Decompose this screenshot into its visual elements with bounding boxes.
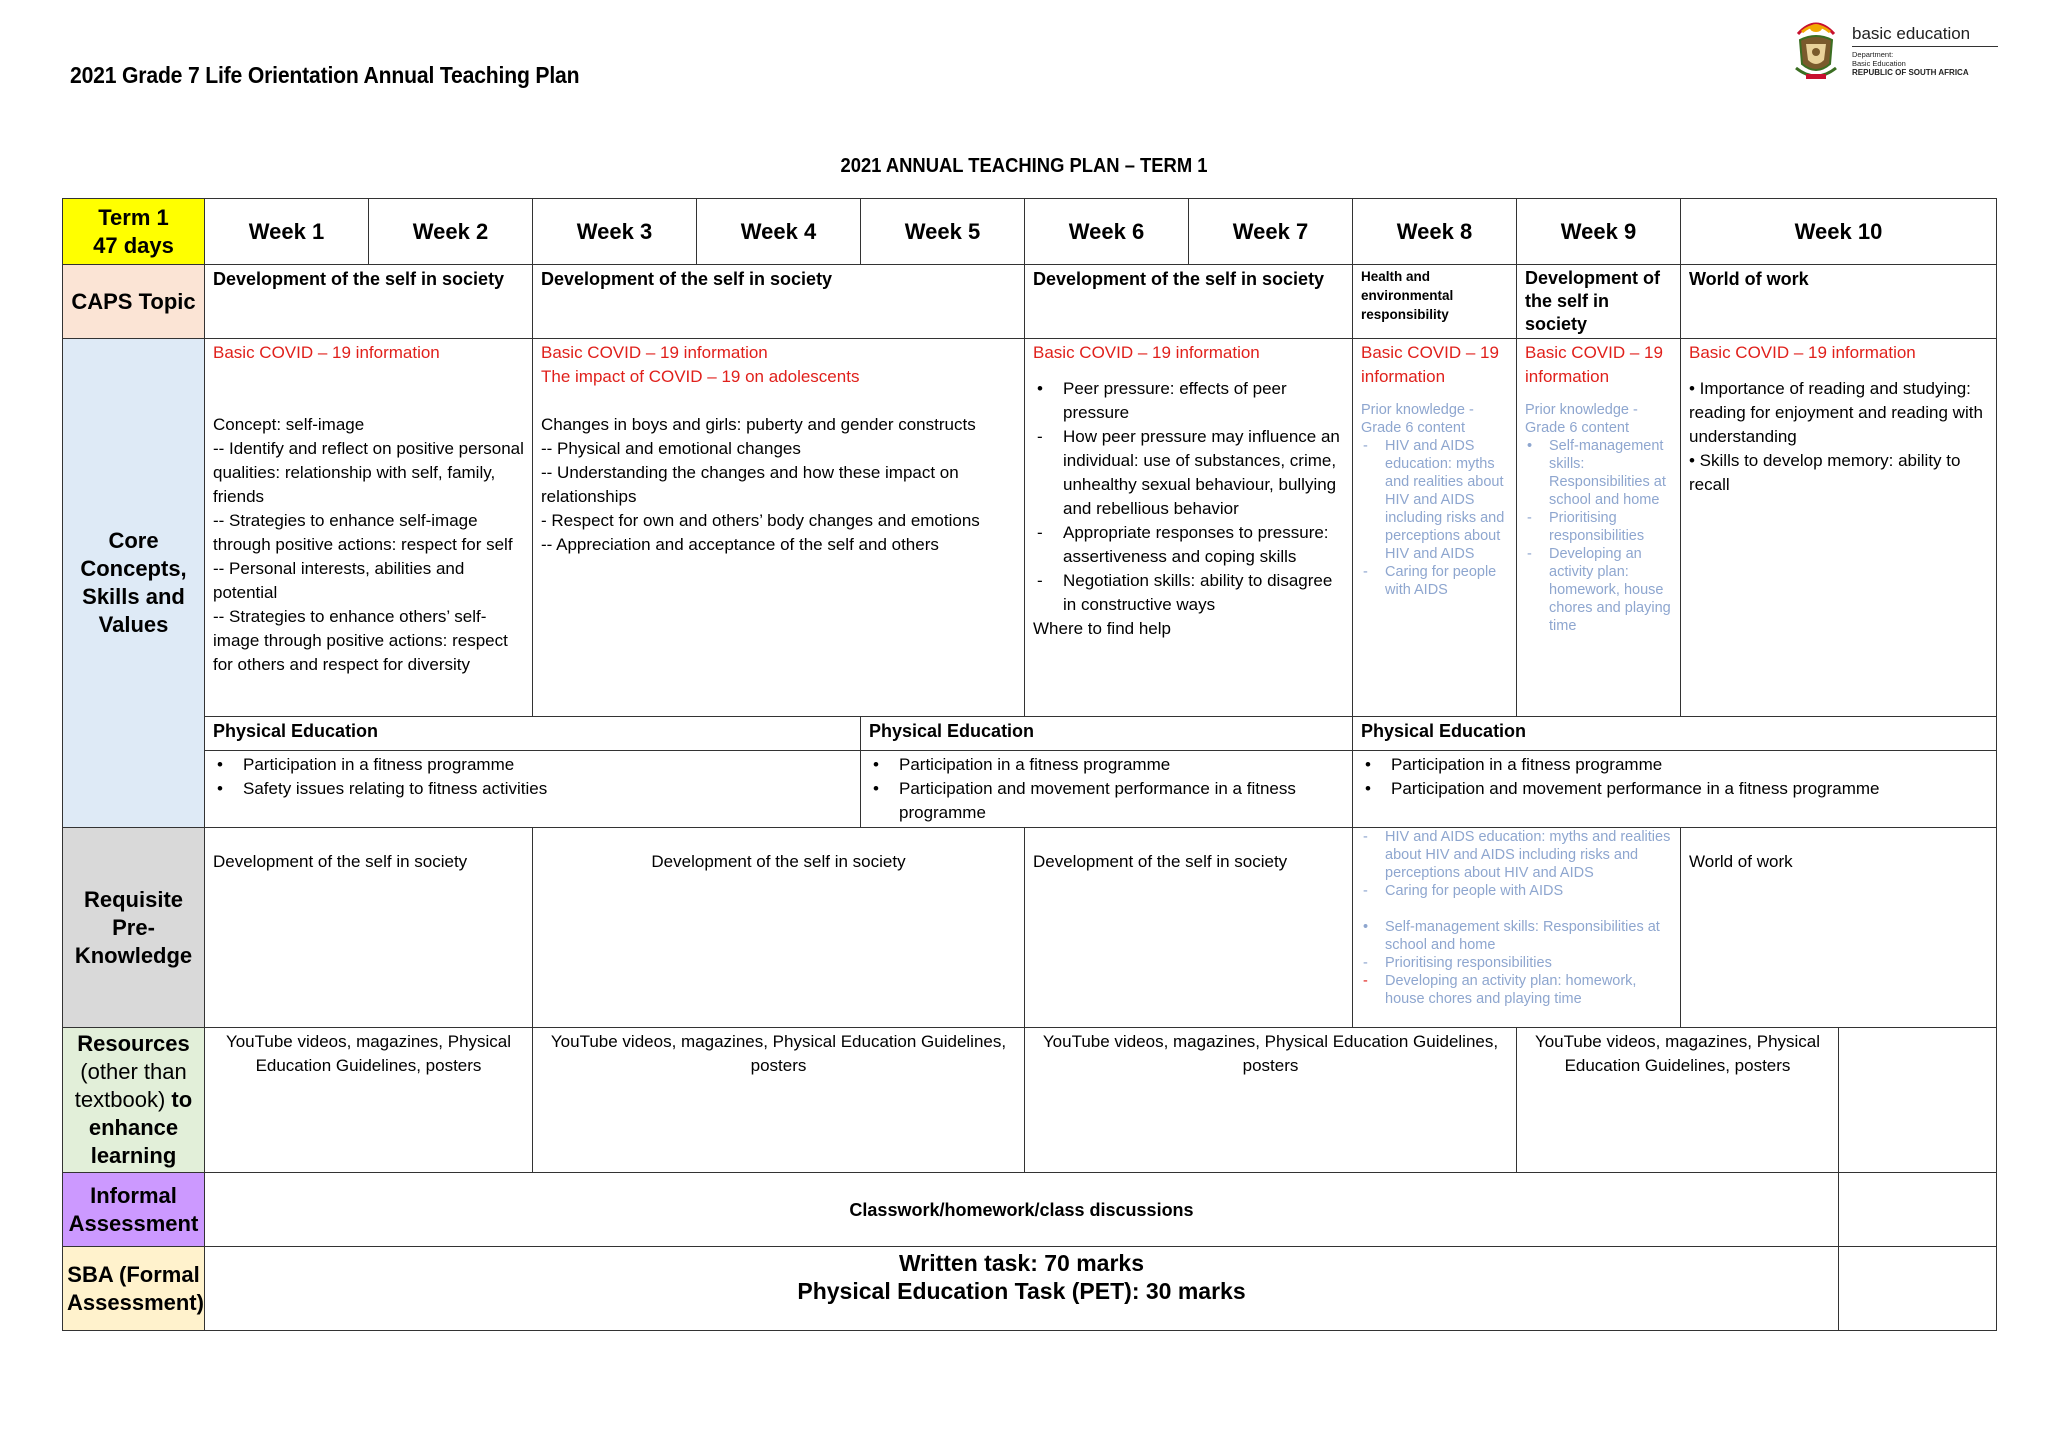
- sba-empty: [1839, 1247, 1997, 1331]
- week-10-header: Week 10: [1681, 199, 1997, 265]
- pe-items-row: [63, 751, 1997, 828]
- core-w9: Basic COVID – 19 information Prior knowledge - Grade 6 content • Self-management skills: Responsibilities at school and home - Prioritising responsibilities - Developing an activity plan: homework, house chores and playing time: [1517, 339, 1681, 717]
- week-6-header: Week 6: [1025, 199, 1189, 265]
- prior-w8-9: [1353, 828, 1681, 1028]
- week-2-header: Week 2: [369, 199, 533, 265]
- coat-of-arms-icon: [1790, 14, 1842, 84]
- list-item: • Self-management skills: Responsibilities at school and home: [1363, 919, 1660, 953]
- list-item: - Prioritising responsibilities: [1527, 510, 1645, 544]
- resources-row: [63, 1028, 1997, 1173]
- list-item: - Negotiation skills: ability to disagree in constructive ways: [1037, 571, 1333, 614]
- core-w8-list: [1361, 437, 1508, 599]
- pe-items-a: [205, 751, 861, 828]
- pe-items-c: [1353, 751, 1997, 828]
- list-item: - HIV and AIDS education: myths and realities about HIV and AIDS including risks and perceptions about HIV and AIDS: [1363, 438, 1505, 562]
- core-concepts-head: Core Concepts, Skills and Values: [63, 339, 205, 828]
- core-w9-list: [1525, 437, 1672, 635]
- teaching-plan-table: [62, 198, 1997, 1331]
- prior-w1-2: Development of the self in society: [205, 828, 533, 1028]
- list-item: - Appropriate responses to pressure: assertiveness and coping skills: [1037, 523, 1329, 566]
- resources-head: Resources (other than textbook) to enhance learning: [63, 1028, 205, 1173]
- caps-topic-w6-7: Development of the self in society: [1025, 265, 1353, 339]
- list-item: • Participation in a fitness programme: [1361, 753, 1988, 777]
- week-5-header: Week 5: [861, 199, 1025, 265]
- core-w8: Basic COVID – 19 information Prior knowledge - Grade 6 content - HIV and AIDS education: myths and realities about HIV and AIDS including risks and perceptions about HIV and AIDS - Caring for people with AIDS: [1353, 339, 1517, 717]
- pe-items-b: [861, 751, 1353, 828]
- week-8-header: Week 8: [1353, 199, 1517, 265]
- prior-w6-7: Development of the self in society: [1025, 828, 1353, 1028]
- list-item: - How peer pressure may influence an individual: use of substances, crime, unhealthy sexual behaviour, bullying and rebellious behavior: [1037, 427, 1340, 518]
- list-item: • Self-management skills: Responsibilities at school and home: [1527, 438, 1666, 508]
- pe-head-a: Physical Education: [205, 717, 861, 751]
- list-item: • Participation in a fitness programme: [869, 753, 1344, 777]
- caps-topic-w3-5: Development of the self in society: [533, 265, 1025, 339]
- core-concepts-row: [63, 339, 1997, 717]
- pre-knowledge-head: Requisite Pre-Knowledge: [63, 828, 205, 1028]
- list-item: - Caring for people with AIDS: [1363, 883, 1564, 899]
- caps-topic-w10: World of work: [1681, 265, 1997, 339]
- plan-title: 2021 ANNUAL TEACHING PLAN – TERM 1: [840, 155, 1208, 177]
- sba-tasks: Written task: 70 marks Physical Education Task (PET): 30 marks: [205, 1247, 1839, 1331]
- week-9-header: Week 9: [1517, 199, 1681, 265]
- informal-assessment: Classwork/homework/class discussions: [205, 1173, 1839, 1247]
- informal-head: Informal Assessment: [63, 1173, 205, 1247]
- resources-w9-10: YouTube videos, magazines, Physical Education Guidelines, posters: [1517, 1028, 1839, 1173]
- weeks-header-row: [63, 199, 1997, 265]
- prior-w10: World of work: [1681, 828, 1997, 1028]
- list-item: - Prioritising responsibilities: [1363, 955, 1552, 971]
- logo-rule: [1852, 46, 1998, 47]
- pe-head-b: Physical Education: [861, 717, 1353, 751]
- resources-empty: [1839, 1028, 1997, 1173]
- peer-pressure-list: [1033, 377, 1344, 617]
- week-7-header: Week 7: [1189, 199, 1353, 265]
- core-w6-7: Basic COVID – 19 information • Peer pressure: effects of peer pressure - How peer pressure may influence an individual: use of substances, crime, unhealthy sexual behaviour, bullying and rebellious behavior - Appropriate responses to pressure: assertiveness and coping skills - Negotiation skills: ability to disagree in constructive ways Where to find help: [1025, 339, 1353, 717]
- document-title: 2021 Grade 7 Life Orientation Annual Teaching Plan: [70, 62, 580, 88]
- informal-empty: [1839, 1173, 1997, 1247]
- pe-head-c: Physical Education: [1353, 717, 1997, 751]
- caps-topic-w1-2: Development of the self in society: [205, 265, 533, 339]
- dbe-logo: [1790, 14, 2000, 86]
- week-1-header: Week 1: [205, 199, 369, 265]
- list-item: - Caring for people with AIDS: [1363, 564, 1497, 598]
- caps-topic-w8: Health and environmental responsibility: [1353, 265, 1517, 339]
- list-item: • Safety issues relating to fitness activities: [213, 777, 852, 801]
- list-item: • Peer pressure: effects of peer pressure: [1037, 379, 1287, 422]
- pre-knowledge-row: [63, 828, 1997, 1028]
- caps-topic-head: CAPS Topic: [63, 265, 205, 339]
- week-4-header: Week 4: [697, 199, 861, 265]
- sba-head: SBA (Formal Assessment): [63, 1247, 205, 1331]
- core-w1-2: Basic COVID – 19 information Concept: self-image -- Identify and reflect on positive personal qualities: relationship with self, family, friends -- Strategies to enhance self-image through positive actions: respect for self -- Personal interests, abilities and potential -- Strategies to enhance others’ self-image through positive actions: respect for others and respect for diversity: [205, 339, 533, 717]
- logo-brand: basic education: [1852, 24, 1971, 43]
- resources-w1-2: YouTube videos, magazines, Physical Education Guidelines, posters: [205, 1028, 533, 1173]
- sba-row: [63, 1247, 1997, 1331]
- resources-w3-5: YouTube videos, magazines, Physical Education Guidelines, posters: [533, 1028, 1025, 1173]
- week-3-header: Week 3: [533, 199, 697, 265]
- resources-w6-8: YouTube videos, magazines, Physical Education Guidelines, posters: [1025, 1028, 1517, 1173]
- term-cell: Term 1 47 days: [63, 199, 205, 265]
- list-item: • Participation and movement performance in a fitness programme: [869, 777, 1344, 825]
- list-item: - Developing an activity plan: homework, house chores and playing time: [1363, 973, 1637, 1007]
- list-item: • Participation in a fitness programme: [213, 753, 852, 777]
- caps-topic-w9: Development of the self in society: [1517, 265, 1681, 339]
- caps-topic-row: [63, 265, 1997, 339]
- informal-row: [63, 1173, 1997, 1247]
- core-w10: Basic COVID – 19 information • Importance of reading and studying: reading for enjoyment and reading with understanding • Skills to develop memory: ability to recall: [1681, 339, 1997, 717]
- core-w3-5: Basic COVID – 19 information The impact of COVID – 19 on adolescents Changes in boys and girls: puberty and gender constructs -- Physical and emotional changes -- Understanding the changes and how these impact on relationships - Respect for own and others’ body changes and emotions -- Appreciation and acceptance of the self and others: [533, 339, 1025, 717]
- list-item: - HIV and AIDS education: myths and realities about HIV and AIDS including risks and perceptions about HIV and AIDS: [1363, 829, 1671, 881]
- list-item: - Developing an activity plan: homework, house chores and playing time: [1527, 546, 1671, 634]
- pe-header-row: [63, 717, 1997, 751]
- logo-department: Department: Basic Education REPUBLIC OF SOUTH AFRICA: [1852, 50, 1969, 77]
- prior-w3-5: Development of the self in society: [533, 828, 1025, 1028]
- list-item: • Participation and movement performance in a fitness programme: [1361, 777, 1988, 801]
